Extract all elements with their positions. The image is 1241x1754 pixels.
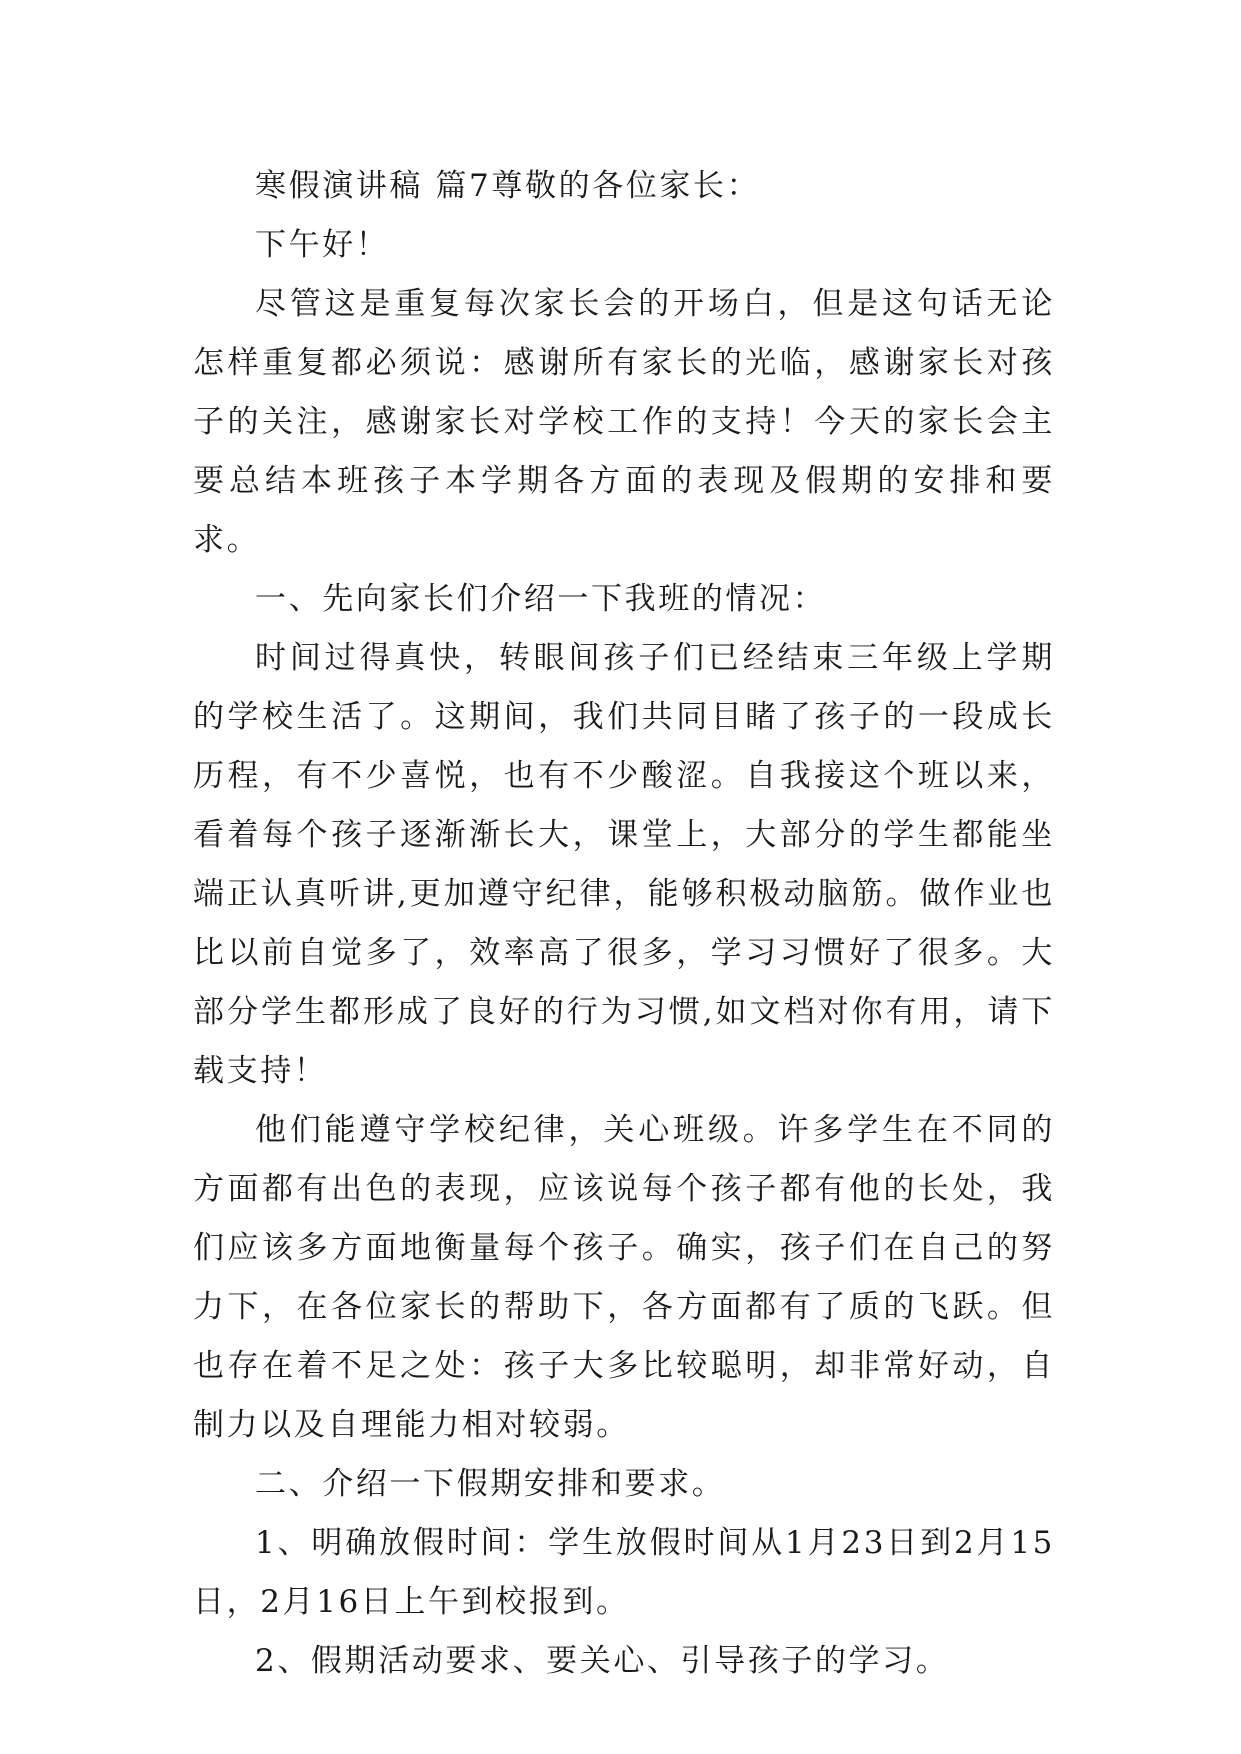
paragraph-opening: 尽管这是重复每次家长会的开场白，但是这句话无论怎样重复都必须说：感谢所有家长的光临，感谢家长对孩子的关注，感谢家长对学校工作的支持！今天的家长会主要总结本班孩子本学期各方面的表现及假期的安排和要求。 [193, 286, 1055, 558]
paragraph-title-greeting: 寒假演讲稿 篇7尊敬的各位家长： [255, 168, 761, 204]
paragraph-strengths-weaknesses: 他们能遵守学校纪律，关心班级。许多学生在不同的方面都有出色的表现，应该说每个孩子都有他的长处，我们应该多方面地衡量每个孩子。确实，孩子们在自己的努力下，在各位家长的帮助下，各方面都有了质的飞跃。但也存在着不足之处：孩子大多比较聪明，却非常好动，自制力以及自理能力相对较弱。 [193, 1112, 1055, 1443]
document-body [193, 157, 1055, 1691]
list-item-holiday-activities: 2、假期活动要求、要关心、引导孩子的学习。 [255, 1643, 950, 1679]
section-heading-2: 二、介绍一下假期安排和要求。 [255, 1466, 726, 1502]
paragraph-class-overview: 时间过得真快，转眼间孩子们已经结束三年级上学期的学校生活了。这期间，我们共同目睹了孩子的一段成长历程，有不少喜悦，也有不少酸涩。自我接这个班以来，看着每个孩子逐渐渐长大，课堂上，大部分的学生都能坐端正认真听讲,更加遵守纪律，能够积极动脑筋。做作业也比以前自觉多了，效率高了很多，学习习惯好了很多。大部分学生都形成了良好的行为习惯,如文档对你有用，请下载支持！ [193, 640, 1055, 1089]
paragraph-salutation: 下午好！ [255, 227, 390, 263]
section-heading-1: 一、先向家长们介绍一下我班的情况： [255, 581, 827, 617]
list-item-holiday-dates: 1、明确放假时间：学生放假时间从1月23日到2月15日，2月16日上午到校报到。 [193, 1525, 1055, 1620]
